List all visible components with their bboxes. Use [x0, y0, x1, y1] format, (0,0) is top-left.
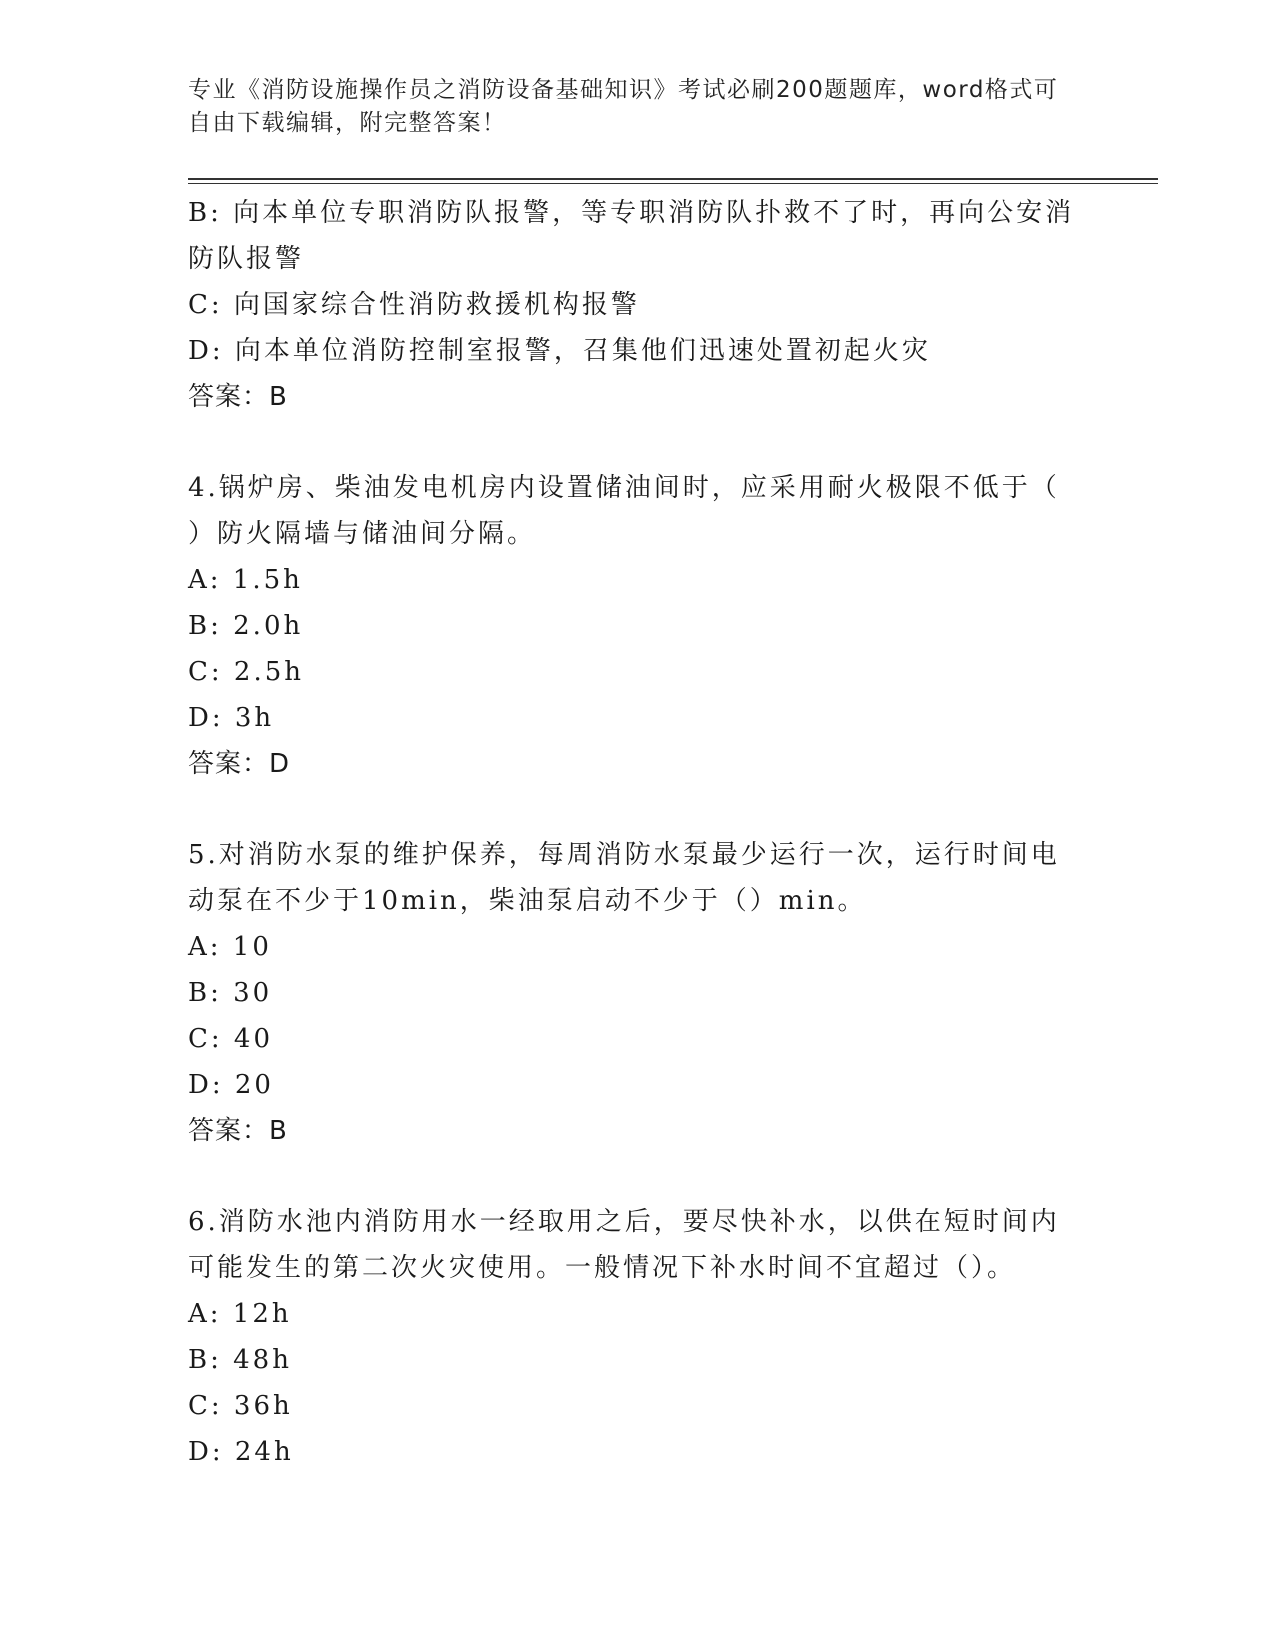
question-5 [188, 832, 1088, 1154]
spacer [188, 787, 1088, 832]
q4-stem-line-2: ）防火隔墙与储油间分隔。 [188, 519, 537, 549]
header-divider [188, 178, 1158, 184]
q5-stem-line-2: 动泵在不少于10min，柴油泵启动不少于（）min。 [188, 886, 867, 916]
q3-option-c: C: 向国家综合性消防救援机构报警 [188, 290, 640, 320]
q6-option-b: B: 48h [188, 1345, 292, 1375]
q6-stem-line-1: 6.消防水池内消防用水一经取用之后，要尽快补水，以供在短时间内 [188, 1207, 1060, 1237]
q6-option-d: D: 24h [188, 1437, 294, 1467]
q4-option-d: D: 3h [188, 703, 275, 733]
q3-answer: 答案：B [188, 382, 288, 412]
q3-option-b-line-2: 防队报警 [188, 244, 305, 274]
question-6 [188, 1199, 1088, 1475]
q6-option-c: C: 36h [188, 1391, 293, 1421]
header-title-line-1: 专业《消防设施操作员之消防设备基础知识》考试必刷200题题库，word格式可 [188, 77, 1059, 103]
q5-stem-line-1: 5.对消防水泵的维护保养，每周消防水泵最少运行一次，运行时间电 [188, 840, 1060, 870]
q4-stem-line-1: 4.锅炉房、柴油发电机房内设置储油间时，应采用耐火极限不低于（ [188, 473, 1060, 503]
q5-option-c: C: 40 [188, 1024, 274, 1054]
q3-option-d: D: 向本单位消防控制室报警，召集他们迅速处置初起火灾 [188, 336, 931, 366]
q5-answer: 答案：B [188, 1116, 288, 1146]
spacer [188, 420, 1088, 465]
question-list [188, 190, 1088, 1475]
question-4 [188, 465, 1088, 787]
q6-option-a: A: 12h [188, 1299, 292, 1329]
page-header [188, 74, 1068, 140]
q4-answer: 答案：D [188, 749, 291, 779]
q4-option-a: A: 1.5h [188, 565, 303, 595]
question-3 [188, 190, 1088, 420]
q6-stem-line-2: 可能发生的第二次火灾使用。一般情况下补水时间不宜超过（）。 [188, 1253, 1017, 1283]
q5-option-a: A: 10 [188, 932, 272, 962]
q4-option-c: C: 2.5h [188, 657, 305, 687]
q5-option-b: B: 30 [188, 978, 273, 1008]
q3-option-b-line-1: B: 向本单位专职消防队报警，等专职消防队扑救不了时，再向公安消 [188, 198, 1075, 228]
spacer [188, 1154, 1088, 1199]
header-title-line-2: 自由下载编辑，附完整答案！ [188, 110, 507, 136]
q4-option-b: B: 2.0h [188, 611, 304, 641]
q5-option-d: D: 20 [188, 1070, 274, 1100]
